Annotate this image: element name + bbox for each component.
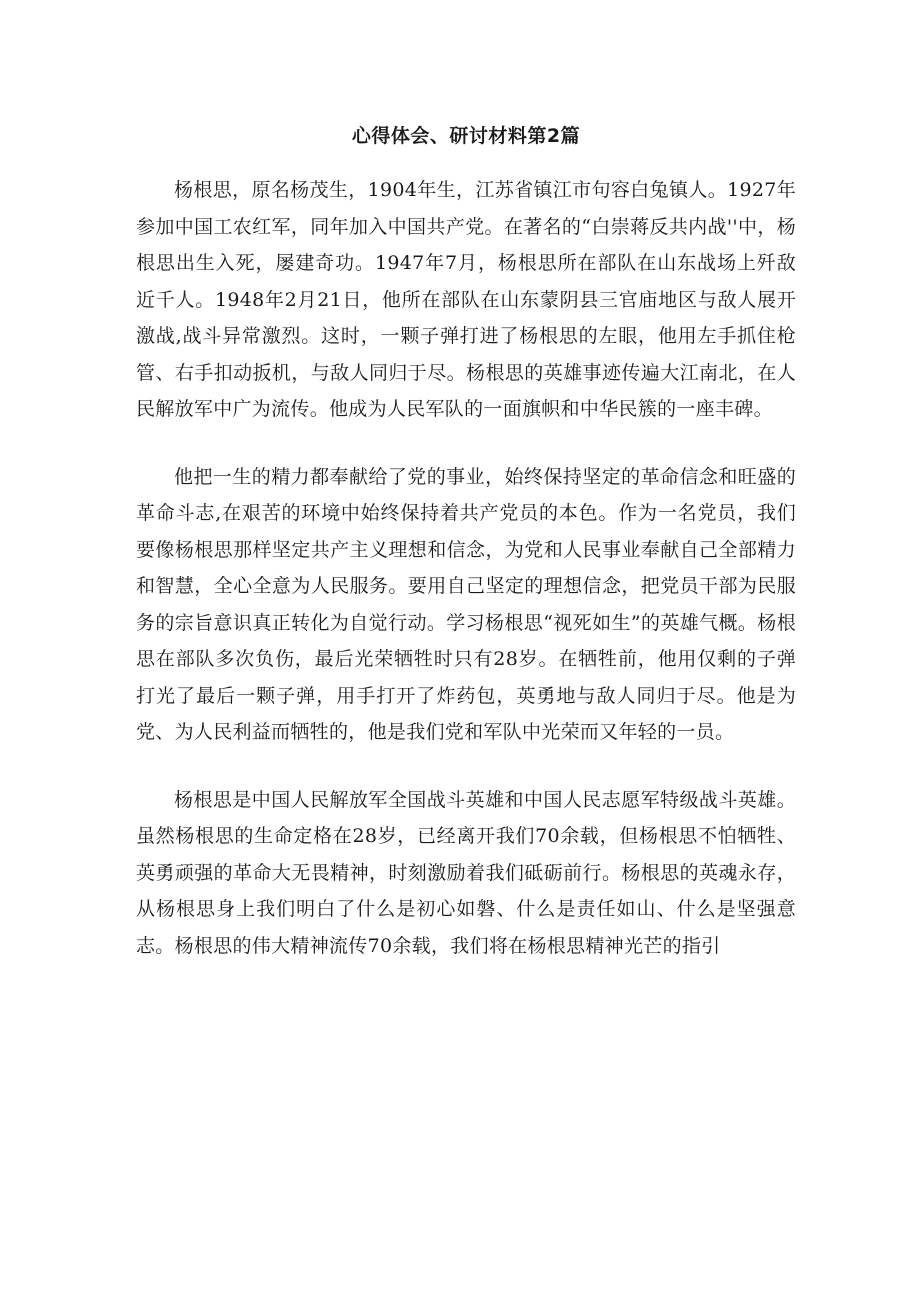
document-title: 心得体会、研讨材料第2篇 xyxy=(351,125,581,147)
document-page xyxy=(136,122,796,964)
paragraph-2: 他把一生的精力都奉献给了党的事业，始终保持坚定的革命信念和旺盛的革命斗志,在艰苦的环境中始终保持着共产党员的本色。作为一名党员，我们要像杨根思那样坚定共产主义理想和信念，为党和人民事业奉献自己全部精力和智慧，全心全意为人民服务。要用自己坚定的理想信念，把党员干部为民服务的宗旨意识真正转化为自觉行动。学习杨根思“视死如生”的英雄气概。杨根思在部队多次负伤，最后光荣牺牲时只有28岁。在牺牲前，他用仅剩的子弹打光了最后一颗子弹，用手打开了炸药包，英勇地与敌人同归于尽。他是为党、为人民利益而牺牲的，他是我们党和军队中光荣而又年轻的一员。 xyxy=(136,465,796,743)
paragraph-1: 杨根思，原名杨茂生，1904年生，江苏省镇江市句容白兔镇人。1927年参加中国工农红军，同年加入中国共产党。在著名的“白崇蒋反共内战''中，杨根思出生入死，屡建奇功。1947年7月，杨根思所在部队在山东战场上歼敌近千人。1948年2月21日，他所在部队在山东蒙阴县三官庙地区与敌人展开激战,战斗异常激烈。这时，一颗子弹打进了杨根思的左眼，他用左手抓住枪管、右手扣动扳机，与敌人同归于尽。杨根思的英雄事迹传遍大江南北，在人民解放军中广为流传。他成为人民军队的一面旗帜和中华民簇的一座丰碑。 xyxy=(136,179,796,420)
paragraph-3: 杨根思是中国人民解放军全国战斗英雄和中国人民志愿军特级战斗英雄。虽然杨根思的生命定格在28岁，已经离开我们70余载，但杨根思不怕牺牲、英勇顽强的革命大无畏精神，时刻激励着我们砥砺前行。杨根思的英魂永存，从杨根思身上我们明白了什么是初心如磐、什么是责任如山、什么是坚强意志。杨根思的伟大精神流传70余载，我们将在杨根思精神光芒的指引 xyxy=(136,788,796,957)
